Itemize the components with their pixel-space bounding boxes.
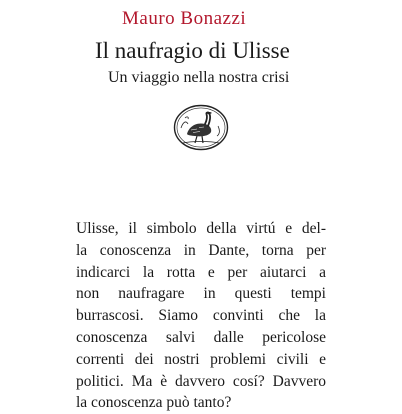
author-name: Mauro Bonazzi xyxy=(122,8,247,29)
book-subtitle: Un viaggio nella nostra crisi xyxy=(108,69,290,86)
blurb-line: burrascosi. Siamo convinti che la xyxy=(76,307,326,325)
blurb-line: non naufragare in questi tempi xyxy=(76,285,326,303)
blurb-line: indicarci la rotta e per aiutarci a xyxy=(76,263,326,281)
blurb-line: politici. Ma è davvero cosí? Davvero xyxy=(76,372,326,390)
ostrich-emblem-icon xyxy=(173,104,229,151)
blurb-line: Ulisse, il simbolo della virtú e del- xyxy=(76,220,326,237)
blurb-line: la conoscenza può tanto? xyxy=(76,394,232,412)
book-title: Il naufragio di Ulisse xyxy=(95,38,290,63)
blurb-text xyxy=(76,218,326,414)
blurb-line: la conoscenza in Dante, torna per xyxy=(76,241,326,259)
blurb-line: conoscenza salvi dalle pericolose xyxy=(76,328,326,346)
blurb-line: correnti dei nostri problemi civili e xyxy=(76,350,326,368)
